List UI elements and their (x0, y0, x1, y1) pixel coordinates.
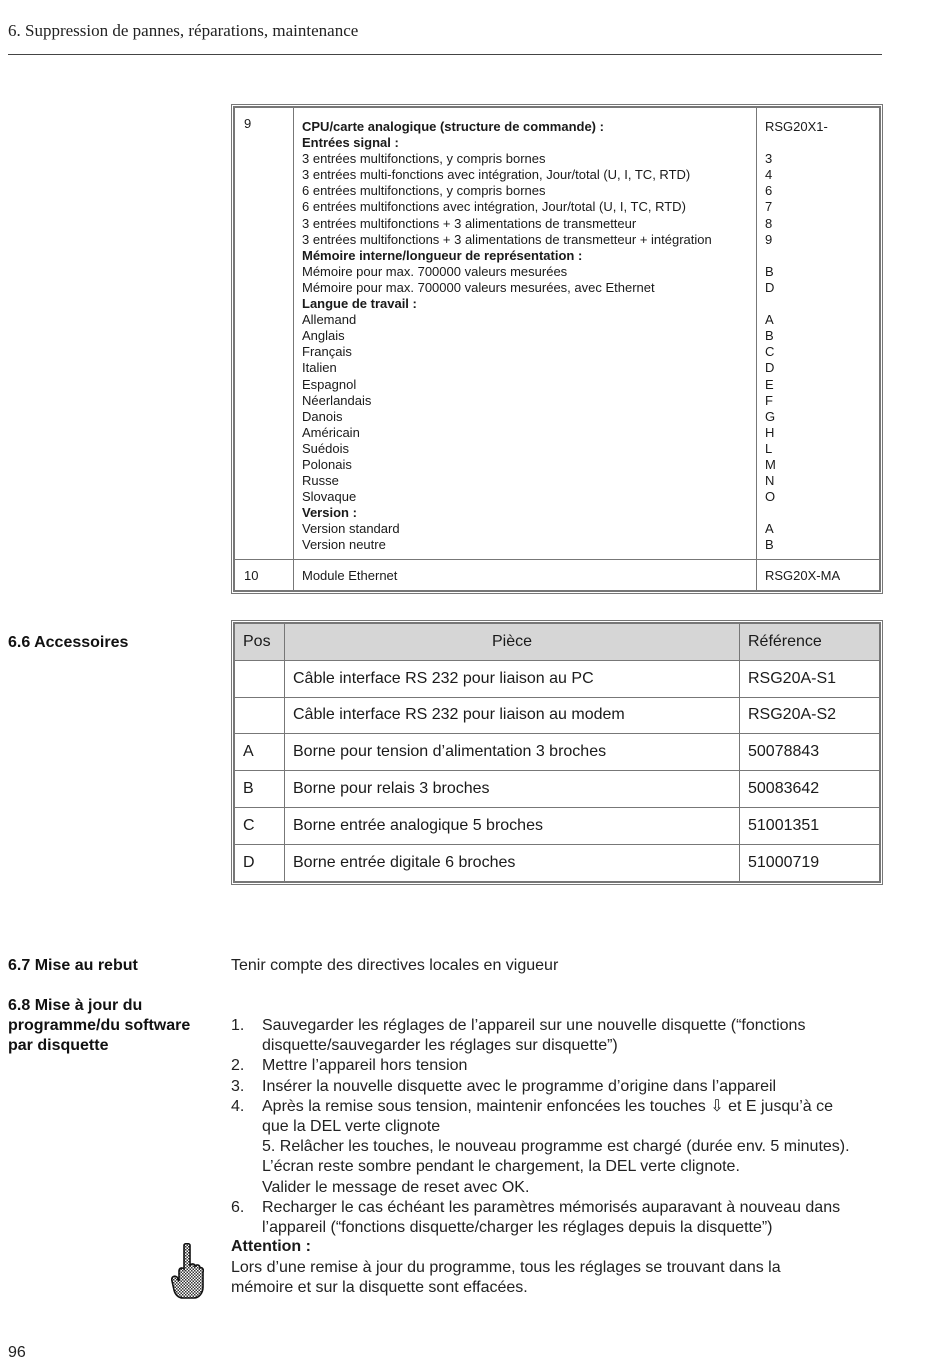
row-reference: RSG20X-MA (757, 559, 880, 590)
cell-pos: C (235, 807, 285, 844)
table-row (235, 697, 880, 734)
option-code: B (765, 328, 774, 344)
option-label: Espagnol (302, 376, 357, 392)
option-label: Slovaque (302, 489, 357, 505)
option-code: 3 (765, 151, 773, 167)
option-label: Italien (302, 360, 337, 376)
step-line: L’écran reste sombre pendant le chargement, la DEL verte clignote. (262, 1158, 740, 1176)
step-line: Valider le message de reset avec OK. (262, 1178, 530, 1196)
step-text (262, 1016, 891, 1056)
option-code: 9 (765, 231, 773, 247)
cell-reference: RSG20A-S1 (740, 660, 880, 697)
option-label: Français (302, 344, 352, 360)
update-heading-line: 6.8 Mise à jour du (8, 997, 143, 1014)
cell-pos: B (235, 771, 285, 808)
cell-piece: Borne pour relais 3 broches (285, 771, 740, 808)
column-header-reference: Référence (740, 624, 880, 661)
option-code: C (765, 344, 775, 360)
option-code: 6 (765, 183, 773, 199)
table-row (235, 108, 880, 560)
table-row (235, 771, 880, 808)
cell-piece: Borne pour tension d’alimentation 3 broches (285, 734, 740, 771)
option-label: Polonais (302, 456, 352, 472)
update-heading-line: par disquette (8, 1037, 109, 1054)
step-number: 3. (231, 1077, 245, 1095)
option-code: H (765, 424, 775, 440)
cell-reference: 51001351 (740, 807, 880, 844)
list-item (231, 1056, 891, 1076)
attention-line: Lors d’une remise à jour du programme, tous les réglages se trouvant dans la (231, 1259, 781, 1276)
option-label: 6 entrées multifonctions avec intégration, Jour/total (U, I, TC, RTD) (302, 199, 686, 215)
option-label: Version neutre (302, 537, 386, 553)
option-code (765, 248, 879, 264)
attention-text (231, 1258, 851, 1298)
step-number: 6. (231, 1198, 245, 1216)
disposal-heading: 6.7 Mise au rebut (8, 957, 138, 974)
update-heading-line: programme/du software (8, 1017, 191, 1034)
cell-pos: A (235, 734, 285, 771)
step-line: l’appareil (“fonctions disquette/charger les réglages depuis la disquette”) (262, 1219, 773, 1237)
page-number: 96 (8, 1344, 26, 1361)
option-code: 4 (765, 167, 773, 183)
disposal-text: Tenir compte des directives locales en vigueur (231, 957, 559, 974)
group-heading: CPU/carte analogique (structure de commande) : (302, 119, 604, 134)
group-heading: Version : (302, 505, 357, 521)
header-divider (8, 54, 882, 55)
option-label: Suédois (302, 440, 349, 456)
option-label: 3 entrées multifonctions + 3 alimentations de transmetteur + intégration (302, 231, 712, 247)
update-steps-list (231, 1016, 891, 1238)
option-code (765, 505, 879, 521)
option-code: A (765, 312, 774, 328)
table-row (235, 734, 880, 771)
option-code: D (765, 360, 775, 376)
step-line: Après la remise sous tension, maintenir enfoncées les touches ⇩ et E jusqu’à ce (262, 1097, 834, 1115)
option-code: 8 (765, 215, 773, 231)
option-code: B (765, 537, 774, 553)
step-number: 2. (231, 1057, 245, 1075)
option-label: Mémoire pour max. 700000 valeurs mesurées, avec Ethernet (302, 279, 655, 295)
step-line: 5. Relâcher les touches, le nouveau programme est chargé (durée env. 5 minutes). (262, 1138, 850, 1156)
list-item (231, 1097, 891, 1137)
pointing-hand-icon (170, 1243, 204, 1301)
step-number: 4. (231, 1097, 245, 1115)
attention-line: mémoire et sur la disquette sont effacées. (231, 1279, 528, 1297)
option-code: E (765, 376, 774, 392)
option-code: D (765, 279, 775, 295)
option-code: 7 (765, 199, 773, 215)
row-description-cell (294, 108, 757, 560)
accessories-table (231, 620, 883, 885)
option-code (765, 296, 879, 312)
step-line: Recharger le cas échéant les paramètres mémorisés auparavant à nouveau dans (262, 1198, 841, 1216)
option-label: Allemand (302, 312, 357, 328)
option-code: O (765, 489, 776, 505)
cell-pos (235, 660, 285, 697)
group-heading: Entrées signal : (302, 135, 399, 151)
list-item (231, 1077, 891, 1097)
step-text: Insérer la nouvelle disquette avec le programme d’origine dans l’appareil (262, 1077, 777, 1095)
table-row (235, 660, 880, 697)
cell-reference: 50083642 (740, 771, 880, 808)
step-text (262, 1097, 891, 1137)
table-row (235, 559, 880, 590)
option-code: M (765, 456, 776, 472)
option-code (765, 135, 879, 151)
option-code: L (765, 440, 773, 456)
option-code: B (765, 263, 774, 279)
step-text: Mettre l’appareil hors tension (262, 1057, 468, 1075)
list-item (231, 1016, 891, 1056)
cell-piece: Borne entrée digitale 6 broches (285, 844, 740, 881)
row-code-cell (757, 108, 880, 560)
group-heading: Mémoire interne/longueur de représentation : (302, 247, 583, 263)
column-header-piece: Pièce (285, 624, 740, 661)
option-code: G (765, 408, 776, 424)
cell-reference: 50078843 (740, 734, 880, 771)
option-label: 6 entrées multifonctions, y compris bornes (302, 183, 546, 199)
step-text (262, 1198, 891, 1238)
cell-piece: Câble interface RS 232 pour liaison au modem (285, 697, 740, 734)
group-heading: Langue de travail : (302, 296, 417, 312)
step-line: Sauvegarder les réglages de l’appareil sur une nouvelle disquette (“fonctions (262, 1017, 806, 1034)
step-5-block (231, 1137, 891, 1198)
option-label: Américain (302, 424, 360, 440)
option-code: A (765, 521, 774, 537)
option-label: 3 entrées multi-fonctions avec intégration, Jour/total (U, I, TC, RTD) (302, 167, 691, 183)
option-code: N (765, 473, 775, 489)
table-row (235, 807, 880, 844)
table-header-row (235, 624, 880, 661)
cell-piece: Borne entrée analogique 5 broches (285, 807, 740, 844)
option-label: Version standard (302, 521, 400, 537)
option-label: Anglais (302, 328, 345, 344)
table-row (235, 844, 880, 881)
option-label: Danois (302, 408, 343, 424)
page-header-title: 6. Suppression de pannes, réparations, maintenance (8, 21, 359, 40)
step-line: que la DEL verte clignote (262, 1118, 441, 1136)
option-label: 3 entrées multifonctions, y compris bornes (302, 151, 546, 167)
row-position: 9 (235, 108, 294, 560)
column-header-pos: Pos (235, 624, 285, 661)
cell-pos (235, 697, 285, 734)
row-description: Module Ethernet (294, 559, 757, 590)
accessories-heading: 6.6 Accessoires (8, 634, 129, 651)
cell-pos: D (235, 844, 285, 881)
step-line: disquette/sauvegarder les réglages sur disquette”) (262, 1037, 618, 1055)
option-label: Mémoire pour max. 700000 valeurs mesurées (302, 263, 568, 279)
order-code-table (231, 104, 883, 594)
cell-reference: RSG20A-S2 (740, 697, 880, 734)
attention-label: Attention : (231, 1238, 311, 1255)
option-code: RSG20X1- (765, 119, 828, 134)
cell-piece: Câble interface RS 232 pour liaison au PC (285, 660, 740, 697)
row-position: 10 (235, 559, 294, 590)
cell-reference: 51000719 (740, 844, 880, 881)
update-heading (8, 996, 190, 1056)
option-code: F (765, 392, 773, 408)
list-item (231, 1198, 891, 1238)
step-number: 1. (231, 1017, 245, 1034)
option-label: Russe (302, 473, 339, 489)
option-label: 3 entrées multifonctions + 3 alimentations de transmetteur (302, 215, 637, 231)
option-label: Néerlandais (302, 392, 372, 408)
